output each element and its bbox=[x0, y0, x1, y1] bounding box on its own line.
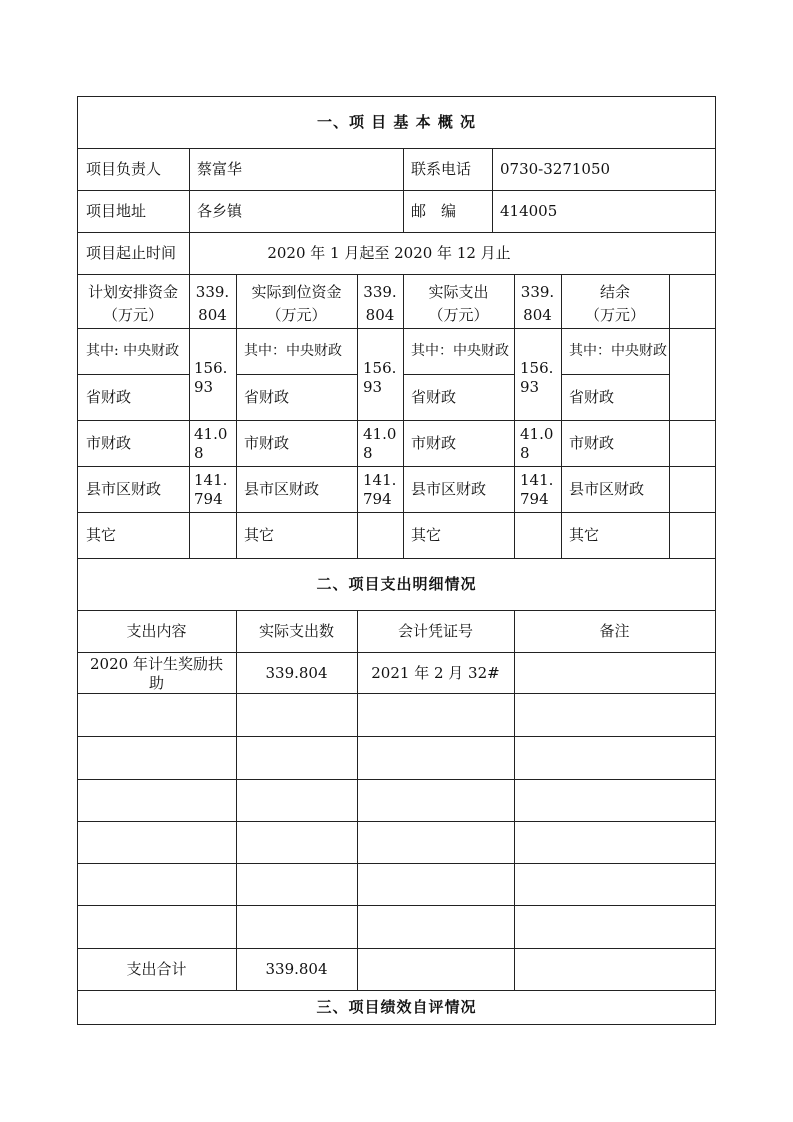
row-line bbox=[77, 990, 716, 991]
row-line bbox=[77, 420, 716, 421]
planned-funds-value: 339. bbox=[195, 283, 230, 301]
detail-header-note: 备注 bbox=[599, 622, 630, 640]
row-line bbox=[77, 821, 716, 822]
county-finance-label: 县市区财政 bbox=[86, 480, 162, 498]
row-line bbox=[77, 232, 716, 233]
leader-value: 蔡富华 bbox=[197, 160, 243, 178]
planned-funds-unit: （万元） bbox=[102, 306, 163, 324]
actual-spent-value-cont: 804 bbox=[523, 306, 552, 324]
section-title-basic: 一、项 目 基 本 概 况 bbox=[316, 113, 477, 131]
county-finance-label: 县市区财政 bbox=[244, 480, 320, 498]
balance-unit: （万元） bbox=[584, 306, 645, 324]
city-value-cont: 8 bbox=[194, 444, 204, 462]
row-line bbox=[403, 374, 514, 375]
row-line bbox=[77, 948, 716, 949]
city-value-cont: 8 bbox=[520, 444, 530, 462]
province-finance-label: 省财政 bbox=[569, 388, 615, 406]
central-value: 156. bbox=[363, 359, 397, 377]
balance-label: 结余 bbox=[599, 283, 630, 301]
county-value: 141. bbox=[194, 471, 228, 489]
row-line bbox=[77, 736, 716, 737]
col-line bbox=[403, 148, 404, 232]
planned-funds-value-cont: 804 bbox=[198, 306, 227, 324]
detail-row-content-cont: 助 bbox=[148, 674, 164, 692]
other-label: 其它 bbox=[86, 526, 117, 544]
period-value: 2020 年 1 月起至 2020 年 12 月止 bbox=[267, 244, 511, 262]
county-value-cont: 794 bbox=[520, 490, 549, 508]
row-line bbox=[77, 512, 716, 513]
actual-funds-unit: （万元） bbox=[266, 306, 327, 324]
row-line bbox=[77, 779, 716, 780]
province-finance-label: 省财政 bbox=[411, 388, 457, 406]
row-line bbox=[236, 374, 357, 375]
other-label: 其它 bbox=[244, 526, 275, 544]
phone-label: 联系电话 bbox=[411, 160, 472, 178]
section-title-detail: 二、项目支出明细情况 bbox=[316, 575, 477, 593]
central-value-cont: 93 bbox=[520, 378, 540, 396]
row-line bbox=[77, 905, 716, 906]
city-value-cont: 8 bbox=[363, 444, 373, 462]
actual-funds-value-cont: 804 bbox=[365, 306, 395, 324]
central-finance-label: 其中: 中央财政 bbox=[86, 343, 180, 359]
period-label: 项目起止时间 bbox=[86, 244, 177, 262]
row-line bbox=[561, 374, 669, 375]
central-finance-label: 其中：中央财政 bbox=[569, 343, 667, 359]
detail-row-amount: 339.804 bbox=[265, 664, 328, 682]
total-label: 支出合计 bbox=[126, 960, 187, 978]
row-line bbox=[77, 558, 716, 559]
city-finance-label: 市财政 bbox=[411, 434, 457, 452]
table-border-bottom bbox=[77, 1024, 716, 1025]
county-value-cont: 794 bbox=[363, 490, 392, 508]
province-finance-label: 省财政 bbox=[244, 388, 290, 406]
actual-spent-label: 实际支出 bbox=[428, 283, 489, 301]
zip-value: 414005 bbox=[500, 202, 558, 220]
row-line bbox=[77, 863, 716, 864]
county-value: 141. bbox=[520, 471, 554, 489]
province-finance-label: 省财政 bbox=[86, 388, 132, 406]
other-label: 其它 bbox=[411, 526, 442, 544]
central-value-cont: 93 bbox=[363, 378, 383, 396]
phone-value: 0730-3271050 bbox=[500, 160, 611, 178]
col-line bbox=[492, 148, 493, 232]
row-line bbox=[77, 328, 716, 329]
table-border-top bbox=[77, 96, 716, 97]
row-line bbox=[77, 148, 716, 149]
city-value: 41.0 bbox=[194, 425, 228, 443]
detail-header-amount: 实际支出数 bbox=[258, 622, 334, 640]
central-finance-label: 其中：中央财政 bbox=[411, 343, 509, 359]
actual-funds-value: 339. bbox=[363, 283, 397, 301]
city-finance-label: 市财政 bbox=[86, 434, 132, 452]
county-value: 141. bbox=[363, 471, 397, 489]
county-finance-label: 县市区财政 bbox=[411, 480, 487, 498]
row-line bbox=[77, 610, 716, 611]
county-finance-label: 县市区财政 bbox=[569, 480, 645, 498]
table-border-right bbox=[715, 96, 716, 1025]
city-finance-label: 市财政 bbox=[569, 434, 615, 452]
table-border-left bbox=[77, 96, 78, 1025]
total-value: 339.804 bbox=[265, 960, 328, 978]
row-line bbox=[77, 274, 716, 275]
city-finance-label: 市财政 bbox=[244, 434, 290, 452]
detail-header-content: 支出内容 bbox=[126, 622, 187, 640]
central-value: 156. bbox=[520, 359, 554, 377]
address-value: 各乡镇 bbox=[197, 202, 243, 220]
address-label: 项目地址 bbox=[86, 202, 147, 220]
actual-spent-unit: （万元） bbox=[428, 306, 489, 324]
other-label: 其它 bbox=[569, 526, 600, 544]
row-line bbox=[77, 190, 716, 191]
row-line bbox=[77, 374, 189, 375]
central-value-cont: 93 bbox=[194, 378, 214, 396]
detail-row-content: 2020 年计生奖励扶 bbox=[90, 655, 223, 673]
leader-label: 项目负责人 bbox=[86, 160, 162, 178]
planned-funds-label: 计划安排资金 bbox=[87, 283, 178, 301]
section-title-performance: 三、项目绩效自评情况 bbox=[316, 998, 477, 1016]
zip-label: 邮 编 bbox=[411, 202, 457, 220]
col-line bbox=[514, 610, 515, 990]
actual-spent-value: 339. bbox=[520, 283, 555, 301]
row-line bbox=[77, 466, 716, 467]
central-value: 156. bbox=[194, 359, 228, 377]
city-value: 41.0 bbox=[520, 425, 554, 443]
detail-row-voucher: 2021 年 2 月 32# bbox=[371, 664, 500, 682]
city-value: 41.0 bbox=[363, 425, 397, 443]
county-value-cont: 794 bbox=[194, 490, 223, 508]
col-line bbox=[669, 274, 670, 558]
actual-funds-label: 实际到位资金 bbox=[251, 283, 342, 301]
detail-header-voucher: 会计凭证号 bbox=[397, 622, 473, 640]
central-finance-label: 其中：中央财政 bbox=[244, 343, 342, 359]
